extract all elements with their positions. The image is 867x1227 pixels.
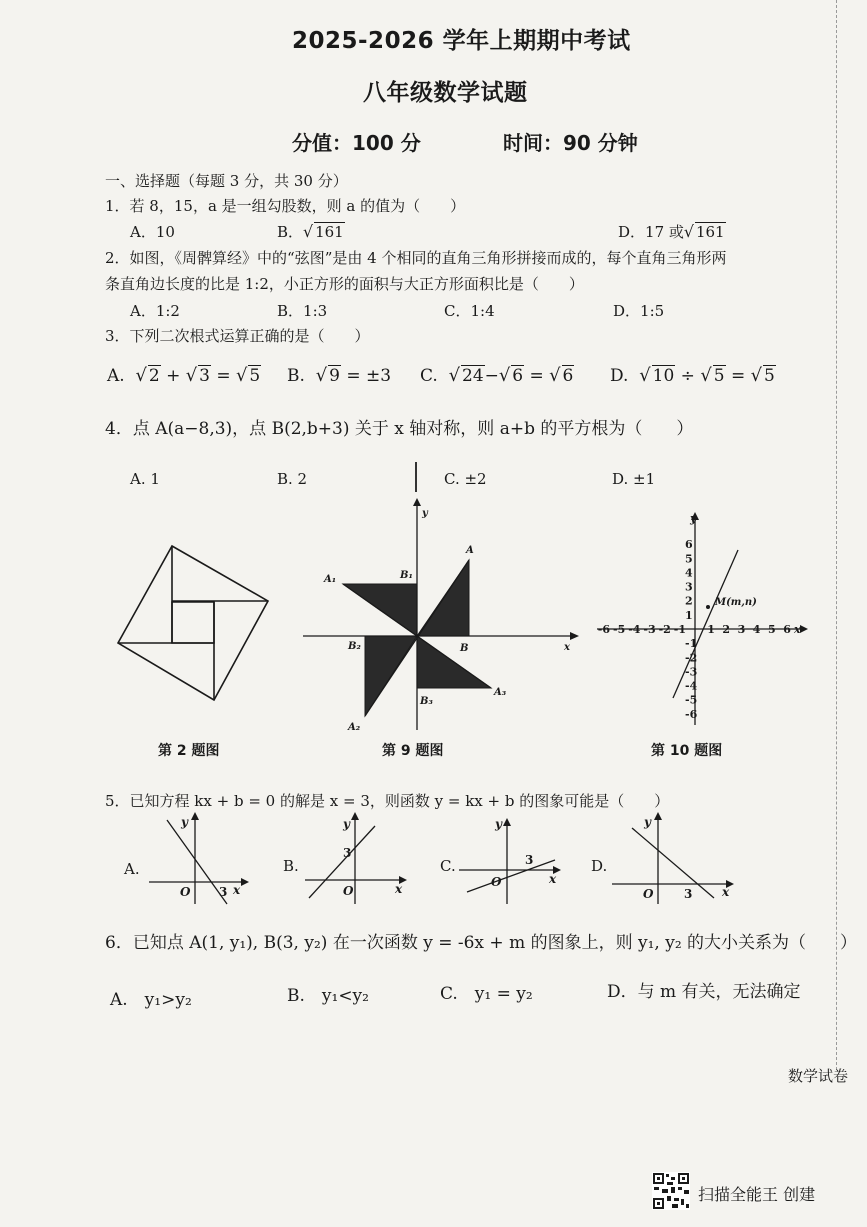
q2-option-c: C．1:4	[444, 302, 495, 320]
q4-option-d: D. ±1	[612, 470, 656, 488]
fig10-ytick: 2	[685, 594, 693, 608]
figure-2-string-diagram	[110, 540, 280, 710]
fig10-y-label: y	[690, 512, 697, 525]
q3-option-c: C. √ 24−√ 6 = √ 6	[420, 365, 574, 386]
time-info: 时间：90 分钟	[503, 131, 638, 155]
fig10-ytick: 1	[685, 608, 693, 622]
fig9-label-a1: A₁	[324, 574, 337, 585]
fig10-ytick: -3	[685, 665, 698, 679]
fig9-label-b: B	[460, 643, 469, 654]
fig10-ytick: 5	[685, 552, 693, 566]
q5c-o: O	[491, 875, 502, 889]
figure-9-caption: 第 9 题图	[382, 743, 444, 759]
q5-graph-d	[610, 812, 740, 907]
fig10-ytick: -6	[685, 707, 698, 721]
q6-stem: 6．已知点 A(1, y₁), B(3, y₂) 在一次函数 y = -6x + m 的图象上，则 y₁, y₂ 的大小关系为（ ）	[105, 933, 858, 953]
fig10-xtick: 6	[783, 623, 791, 636]
subject-title: 八年级数学试题	[363, 80, 528, 106]
q5b-3: 3	[343, 846, 352, 860]
q5d-x: x	[722, 885, 730, 899]
fig10-ytick: 6	[685, 538, 693, 552]
divider-mark	[415, 462, 417, 492]
fig10-xtick: -4	[628, 623, 641, 636]
q5-stem: 5．已知方程 kx + b = 0 的解是 x = 3，则函数 y = kx + b 的图象可能是（ ）	[105, 792, 670, 810]
figure-10-coordinate-plane	[595, 510, 810, 730]
q2-option-d: D．1:5	[613, 302, 665, 320]
q1-option-a: A．10	[130, 223, 175, 241]
q5a-y: y	[181, 815, 188, 829]
q5a-o: O	[180, 885, 191, 899]
fig9-label-b1: B₁	[400, 570, 413, 581]
q5a-3: 3	[219, 885, 228, 899]
qr-code-icon	[652, 1172, 690, 1210]
fig9-label-a3: A₃	[494, 687, 507, 698]
q1-option-d: D．17 或√ 161	[618, 222, 725, 241]
q3-option-d: D. √ 10 ÷ √ 5 = √ 5	[610, 365, 775, 386]
fig10-ytick: 3	[685, 580, 693, 594]
q4-stem: 4．点 A(a−8,3)，点 B(2,b+3) 关于 x 轴对称，则 a+b 的平方根为（ ）	[105, 419, 694, 439]
q6-option-d: D．与 m 有关，无法确定	[607, 982, 801, 1002]
fig10-ytick: 4	[685, 566, 693, 580]
q5d-o: O	[643, 887, 654, 901]
q6-option-c: C. y₁ = y₂	[440, 984, 533, 1004]
exam-title: 2025-2026 学年上期期中考试	[292, 28, 631, 54]
q3-option-b: B. √ 9 = ±3	[287, 365, 392, 386]
q1-option-b: B．√ 161	[277, 222, 344, 241]
q5b-x: x	[395, 882, 403, 896]
fig10-point-m: M(m,n)	[715, 597, 757, 608]
q2-stem-line1: 2．如图，《周髀算经》中的“弦图”是由 4 个相同的直角三角形拼接而成的，每个直角三角形两	[105, 249, 727, 267]
fig10-xtick: -3	[643, 623, 656, 636]
q5c-y: y	[495, 817, 502, 831]
q5-graph-a	[147, 812, 252, 907]
fig10-xtick: -5	[613, 623, 626, 636]
q5-option-a-label: A.	[124, 860, 140, 878]
figure-10-caption: 第 10 题图	[651, 743, 723, 759]
fig9-label-b2: B₂	[348, 641, 361, 652]
fig10-xtick: -6	[597, 623, 611, 636]
fig10-ytick: -1	[685, 637, 698, 651]
fig9-x-label: x	[564, 642, 570, 653]
fig10-xtick: 4	[752, 623, 761, 636]
q6-option-a: A. y₁>y₂	[110, 990, 192, 1010]
q5c-x: x	[549, 872, 557, 886]
fig10-xtick: 5	[768, 623, 776, 636]
q4-option-c: C. ±2	[444, 470, 487, 488]
q6-option-b: B. y₁<y₂	[287, 986, 369, 1006]
q5a-x: x	[233, 883, 241, 897]
section-heading: 一、选择题（每题 3 分，共 30 分）	[105, 172, 348, 190]
q3-option-a: A. √ 2 + √ 3 = √ 5	[107, 365, 261, 386]
q5c-3: 3	[525, 853, 534, 867]
page-footer-label: 数学试卷	[788, 1067, 849, 1085]
scanner-watermark: 扫描全能王 创建	[698, 1185, 816, 1204]
fig9-label-b3: B₃	[420, 696, 433, 707]
fig10-x-label: x	[794, 623, 801, 636]
fig9-label-a2: A₂	[348, 722, 361, 733]
q5-graph-c	[457, 812, 567, 907]
q5-graph-b	[303, 812, 413, 907]
fig10-xtick: 2	[722, 623, 731, 636]
fig10-ytick: -5	[685, 693, 698, 707]
figure-2-caption: 第 2 题图	[158, 743, 220, 759]
fig10-ytick: -4	[685, 679, 698, 693]
q2-option-a: A．1:2	[130, 302, 180, 320]
q4-option-a: A. 1	[130, 470, 160, 488]
q2-option-b: B．1:3	[277, 302, 328, 320]
q5b-y: y	[343, 817, 350, 831]
page-fold-edge	[836, 0, 867, 1070]
q5-option-d-label: D.	[591, 857, 608, 875]
q5d-3: 3	[684, 887, 693, 901]
q2-stem-line2: 条直角边长度的比是 1:2，小正方形的面积与大正方形面积比是（ ）	[105, 275, 584, 293]
fig10-xtick: 1	[707, 623, 715, 636]
q5-option-c-label: C.	[440, 857, 456, 875]
q5b-o: O	[343, 884, 354, 898]
fig10-xtick: 3	[737, 623, 746, 636]
q5d-y: y	[644, 815, 651, 829]
figure-9-rotated-triangles	[298, 498, 583, 738]
q5-option-b-label: B.	[283, 857, 299, 875]
fig9-y-label: y	[422, 508, 428, 519]
q4-option-b: B. 2	[277, 470, 308, 488]
score-info: 分值：100 分	[292, 131, 421, 155]
q1-stem: 1．若 8，15，a 是一组勾股数，则 a 的值为（ ）	[105, 197, 466, 215]
q3-stem: 3．下列二次根式运算正确的是（ ）	[105, 327, 370, 345]
fig10-xtick: -1	[673, 623, 687, 636]
fig10-ytick: -2	[685, 651, 698, 665]
fig10-xtick: -2	[658, 623, 671, 636]
fig9-label-a: A	[466, 545, 474, 556]
